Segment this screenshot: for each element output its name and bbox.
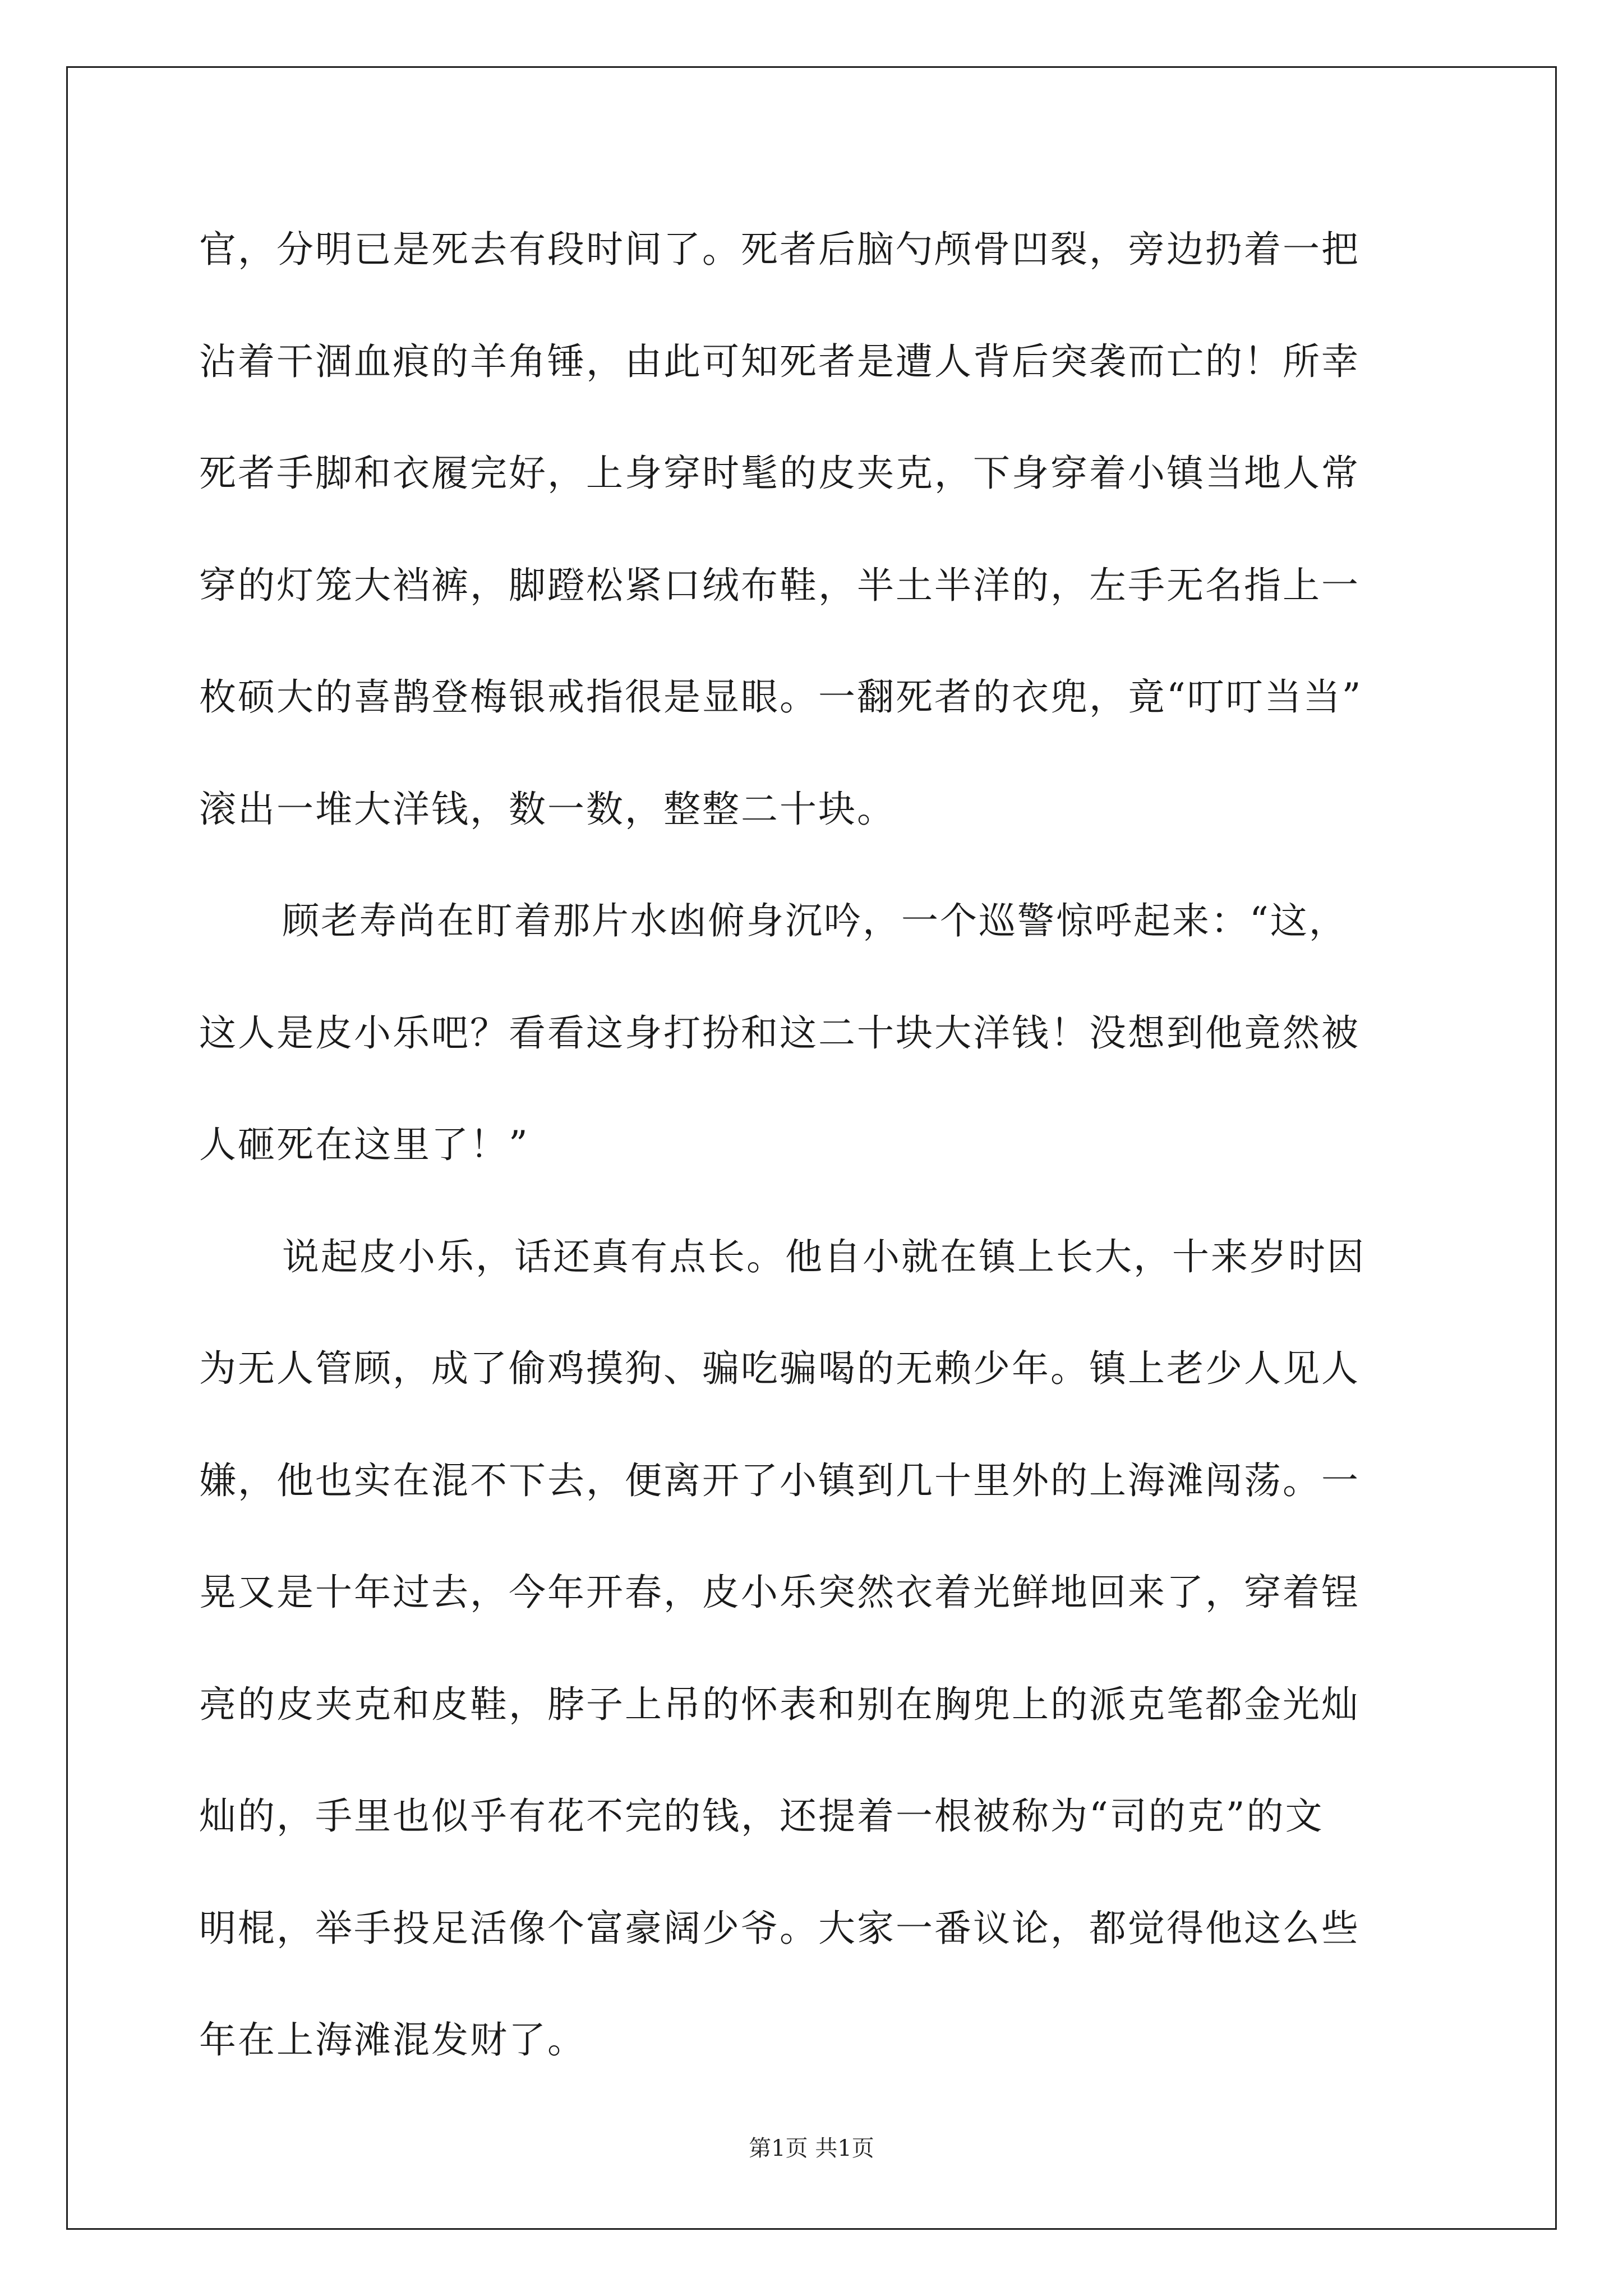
paragraph-start-line: 说起皮小乐，话还真有点长。他自小就在镇上长大，十来岁时因 [282, 1235, 1366, 1278]
text-line: 年在上海滩混发财了。 [199, 2018, 586, 2062]
text-line: 嫌，他也实在混不下去，便离开了小镇到几十里外的上海滩闯荡。一 [199, 1458, 1360, 1502]
text-line: 穿的灯笼大裆裤，脚蹬松紧口绒布鞋，半土半洋的，左手无名指上一 [199, 563, 1360, 607]
document-body [199, 208, 1433, 2110]
text-line: 人砸死在这里了！” [199, 1123, 529, 1166]
text-line: 这人是皮小乐吧？看看这身打扮和这二十块大洋钱！没想到他竟然被 [199, 1011, 1360, 1055]
text-line: 亮的皮夹克和皮鞋，脖子上吊的怀表和别在胸兜上的派克笔都金光灿 [199, 1682, 1360, 1726]
text-line: 灿的，手里也似乎有花不完的钱，还提着一根被称为“司的克”的文 [199, 1795, 1324, 1838]
text-line: 死者手脚和衣履完好，上身穿时髦的皮夹克，下身穿着小镇当地人常 [199, 452, 1360, 495]
text-line: 滚出一堆大洋钱，数一数，整整二十块。 [199, 787, 896, 831]
paragraph-start-line: 顾老寿尚在盯着那片水凼俯身沉吟，一个巡警惊呼起来：“这， [282, 899, 1348, 942]
page-footer: 第1页 共1页 [749, 2136, 874, 2161]
text-line: 明棍，举手投足活像个富豪阔少爷。大家一番议论，都觉得他这么些 [199, 1906, 1360, 1950]
text-line: 官，分明已是死去有段时间了。死者后脑勺颅骨凹裂，旁边扔着一把 [199, 228, 1360, 271]
text-line: 为无人管顾，成了偷鸡摸狗、骗吃骗喝的无赖少年。镇上老少人见人 [199, 1347, 1360, 1390]
text-line: 枚硕大的喜鹊登梅银戒指很是显眼。一翻死者的衣兜，竟“叮叮当当” [199, 675, 1363, 719]
text-line: 沾着干涸血痕的羊角锤，由此可知死者是遭人背后突袭而亡的！所幸 [199, 339, 1360, 383]
text-line: 晃又是十年过去，今年开春，皮小乐突然衣着光鲜地回来了，穿着锃 [199, 1571, 1360, 1614]
